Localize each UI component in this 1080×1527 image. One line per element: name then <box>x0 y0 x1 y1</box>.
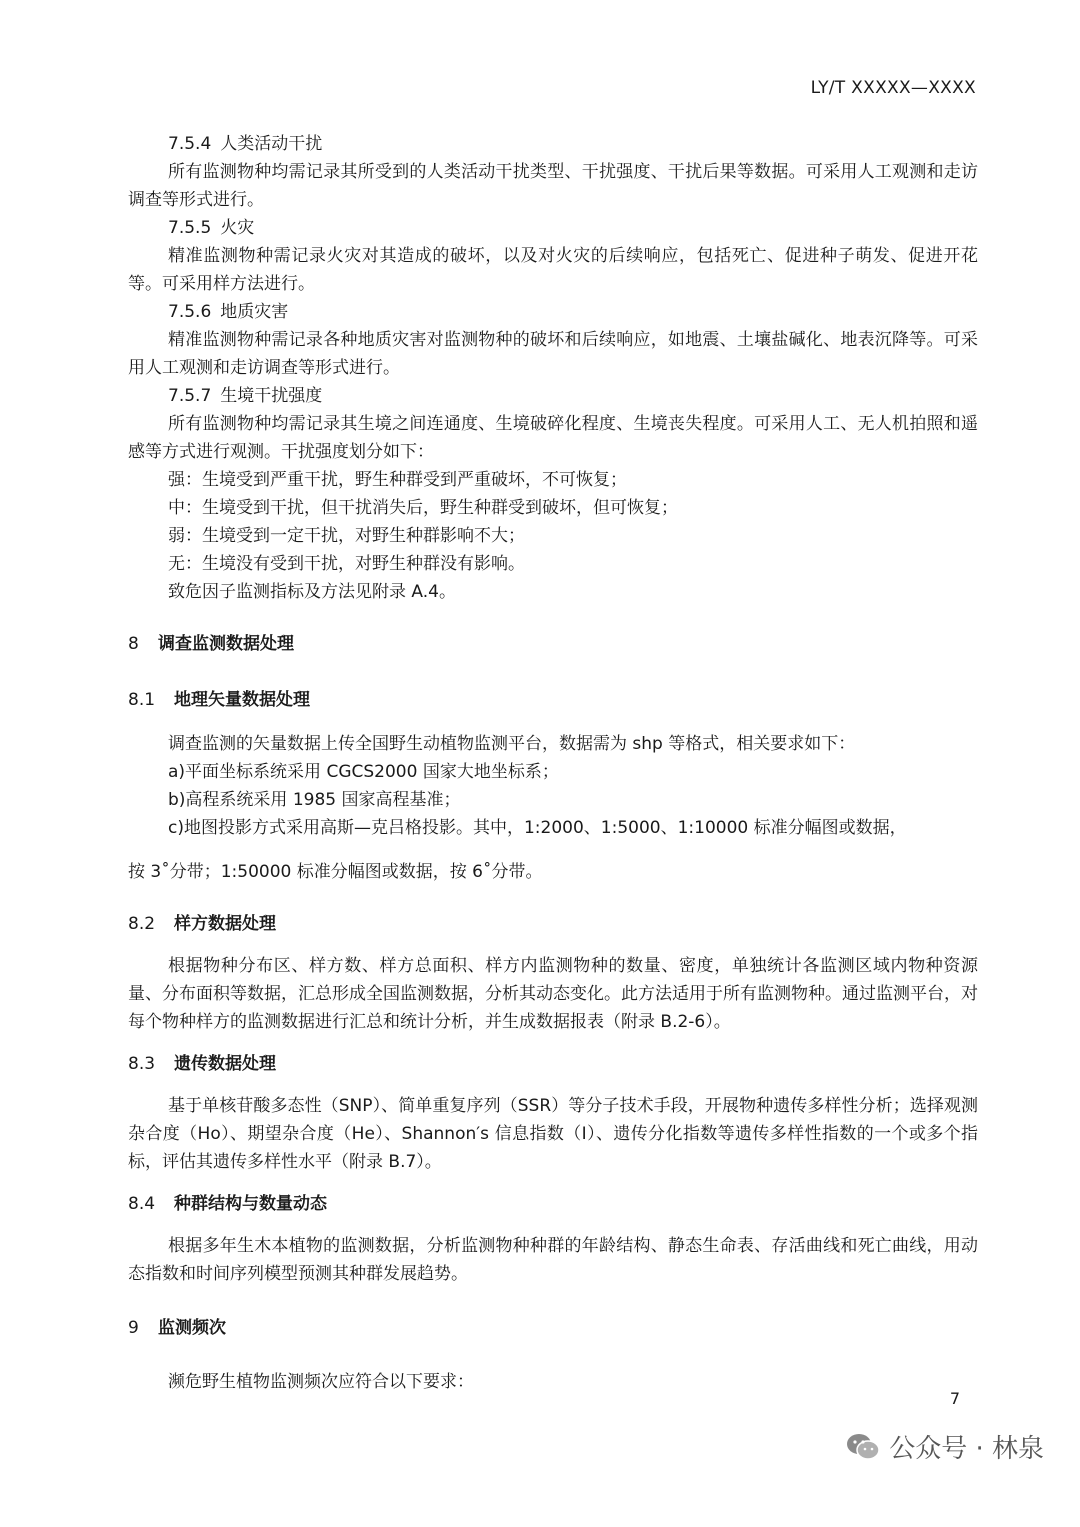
list-item: 中：生境受到干扰，但干扰消失后，野生种群受到破坏，但可恢复； <box>168 498 678 518</box>
chapter-number: 9 <box>128 1318 139 1338</box>
section-title: 样方数据处理 <box>174 914 276 934</box>
paragraph: 濒危野生植物监测频次应符合以下要求： <box>168 1372 474 1392</box>
section-number: 7.5.6 <box>168 302 212 322</box>
section-heading-8-3 <box>128 1050 978 1078</box>
paragraph: 精准监测物种需记录火灾对其造成的破坏，以及对火灾的后续响应，包括死亡、促进种子萌发、促进开花等。可采用样方法进行。 <box>128 246 978 294</box>
paragraph: 根据物种分布区、样方数、样方总面积、样方内监测物种的数量、密度，单独统计各监测区域内物种资源量、分布面积等数据，汇总形成全国监测数据，分析其动态变化。此方法适用于所有监测物种。通过监测平台，对每个物种样方的监测数据进行汇总和统计分析，并生成数据报表（附录 B.2-6）。 <box>128 956 978 1032</box>
section-title: 地理矢量数据处理 <box>174 690 310 710</box>
section-number: 7.5.7 <box>168 386 212 406</box>
paragraph: 按 3˚分带；1:50000 标准分幅图或数据，按 6˚分带。 <box>128 862 543 882</box>
list-item: a)平面坐标系统采用 CGCS2000 国家大地坐标系； <box>168 762 559 782</box>
paragraph: 基于单核苷酸多态性（SNP）、简单重复序列（SSR）等分子技术手段，开展物种遗传多样性分析；选择观测杂合度（Ho）、期望杂合度（He）、Shannon′s 信息指数（I）、遗传分化指数等遗传多样性指数的一个或多个指标，评估其遗传多样性水平（附录 B.7）。 <box>128 1096 978 1172</box>
chapter-title: 监测频次 <box>158 1318 226 1338</box>
chapter-heading-9 <box>128 1314 978 1342</box>
section-heading-8-4 <box>128 1190 978 1218</box>
list-item: c)地图投影方式采用高斯—克吕格投影。其中，1:2000、1:5000、1:10000 标准分幅图或数据， <box>168 818 907 838</box>
section-7-5-6 <box>128 298 978 382</box>
section-heading-8-2 <box>128 910 978 938</box>
section-title: 人类活动干扰 <box>220 134 323 154</box>
section-title: 种群结构与数量动态 <box>174 1194 327 1214</box>
chapter-title: 调查监测数据处理 <box>158 634 294 654</box>
paragraph: 致危因子监测指标及方法见附录 A.4。 <box>168 582 456 602</box>
paragraph: 所有监测物种均需记录其所受到的人类活动干扰类型、干扰强度、干扰后果等数据。可采用人工观测和走访调查等形式进行。 <box>128 162 978 210</box>
paragraph: 所有监测物种均需记录其生境之间连通度、生境破碎化程度、生境丧失程度。可采用人工、无人机拍照和遥感等方式进行观测。干扰强度划分如下： <box>128 414 978 462</box>
watermark-text: 公众号 · 林泉 <box>889 1434 1044 1464</box>
section-title: 地质灾害 <box>220 302 289 322</box>
section-title: 遗传数据处理 <box>174 1054 276 1074</box>
section-8-1-body <box>128 730 978 886</box>
section-heading-8-1 <box>128 686 978 714</box>
paragraph: 根据多年生木本植物的监测数据，分析监测物种种群的年龄结构、静态生命表、存活曲线和死亡曲线，用动态指数和时间序列模型预测其种群发展趋势。 <box>128 1236 978 1284</box>
section-heading <box>128 214 978 242</box>
watermark <box>845 1428 1044 1465</box>
section-number: 8.3 <box>128 1054 156 1074</box>
list-item: 强：生境受到严重干扰，野生种群受到严重破坏，不可恢复； <box>168 470 627 490</box>
section-heading <box>128 298 978 326</box>
section-7-5-7 <box>128 382 978 606</box>
paragraph: 精准监测物种需记录各种地质灾害对监测物种的破坏和后续响应，如地震、土壤盐碱化、地表沉降等。可采用人工观测和走访调查等形式进行。 <box>128 330 978 378</box>
section-title: 生境干扰强度 <box>220 386 323 406</box>
section-number: 8.1 <box>128 690 156 710</box>
page-content <box>128 130 978 1396</box>
wechat-icon <box>845 1432 881 1462</box>
section-number: 8.2 <box>128 914 156 934</box>
section-title: 火灾 <box>220 218 255 238</box>
chapter-heading-8 <box>128 630 978 658</box>
section-number: 8.4 <box>128 1194 156 1214</box>
section-heading <box>128 130 978 158</box>
list-item: b)高程系统采用 1985 国家高程基准； <box>168 790 461 810</box>
section-heading <box>128 382 978 410</box>
list-item: 弱：生境受到一定干扰，对野生种群影响不大； <box>168 526 525 546</box>
section-number: 7.5.5 <box>168 218 212 238</box>
section-number: 7.5.4 <box>168 134 212 154</box>
page-number: 7 <box>949 1389 960 1408</box>
document-code: LY/T XXXXX—XXXX <box>810 78 976 98</box>
section-7-5-4 <box>128 130 978 214</box>
list-item: 无：生境没有受到干扰，对野生种群没有影响。 <box>168 554 525 574</box>
paragraph: 调查监测的矢量数据上传全国野生动植物监测平台，数据需为 shp 等格式，相关要求如下： <box>168 734 856 754</box>
chapter-number: 8 <box>128 634 139 654</box>
section-7-5-5 <box>128 214 978 298</box>
